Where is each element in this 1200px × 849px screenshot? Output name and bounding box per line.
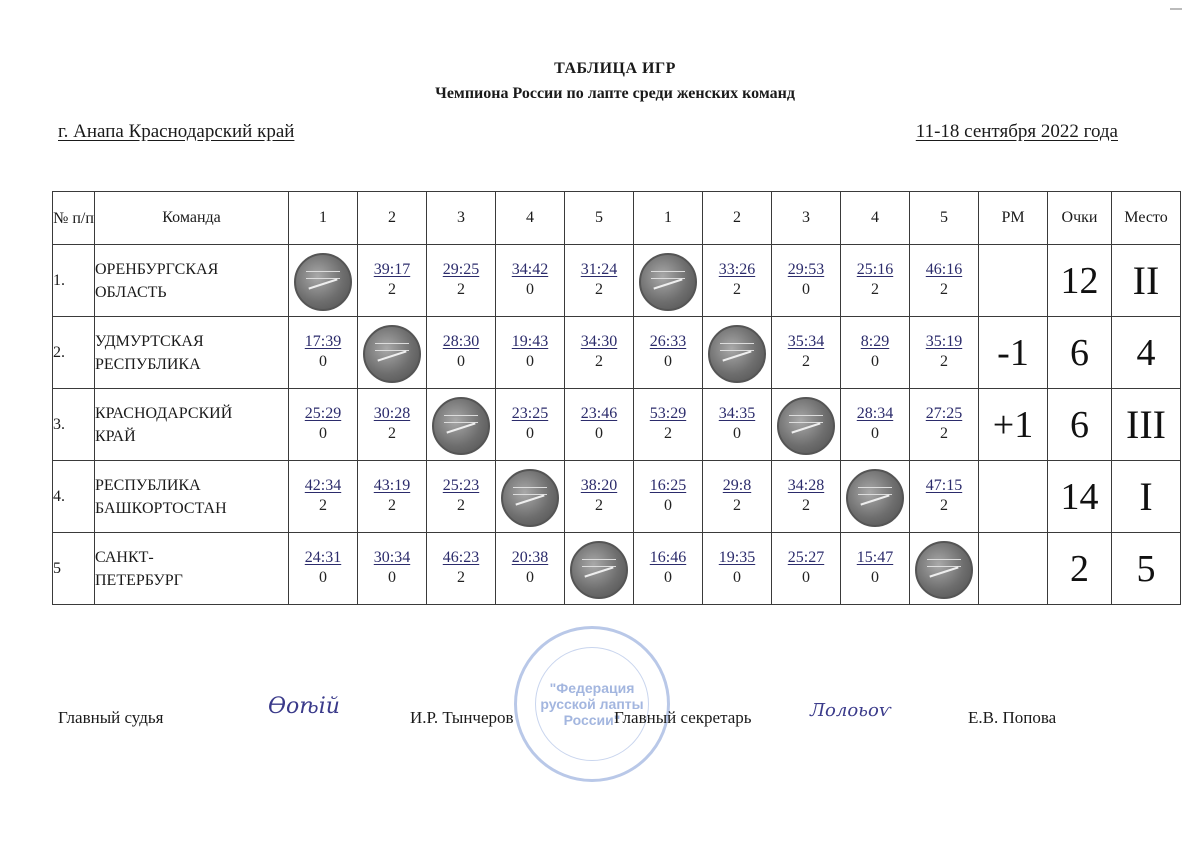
match-points: 0 [871,568,879,586]
score-cell [496,245,565,317]
team-name [95,389,289,461]
score-cell [427,533,496,605]
match-score: 28:30 [442,332,480,350]
match-points: 2 [871,280,879,298]
games-table [52,191,1181,605]
document-subtitle: Чемпиона России по лапте среди женских команд [435,85,795,102]
header-round: 5 [910,192,979,245]
scan-mark [1170,8,1182,10]
secretary-signature: Лолоьоѵ [810,700,891,721]
team-name [95,317,289,389]
russian-lapta-seal-icon [363,325,421,383]
table-row [53,245,1181,317]
match-score: 30:34 [373,548,411,566]
secretary-label: Главный секретарь [614,708,752,727]
final-place: 4 [1112,317,1181,389]
score-cell [634,389,703,461]
russian-lapta-seal-icon [294,253,352,311]
score-cell [358,533,427,605]
team-name [95,245,289,317]
match-points: 0 [802,280,810,298]
judge-signature: Ѳоѣій [268,694,340,719]
match-points: 2 [733,280,741,298]
score-cell [427,245,496,317]
score-cell [910,389,979,461]
team-name-line1: КРАСНОДАРСКИЙ [95,404,233,422]
team-name-line2: ОБЛАСТЬ [95,283,167,301]
header-number: № п/п [53,192,95,245]
match-score: 34:35 [718,404,756,422]
header-row [53,192,1181,245]
total-points: 6 [1048,389,1112,461]
judge-label: Главный судья [58,708,164,727]
match-score: 30:28 [373,404,411,422]
score-cell [634,533,703,605]
score-cell [289,317,358,389]
match-score: 35:19 [925,332,963,350]
total-points: 6 [1048,317,1112,389]
russian-lapta-seal-icon [570,541,628,599]
rm-value [979,245,1048,317]
header-round: 3 [772,192,841,245]
self-match-cell [634,245,703,317]
match-points: 2 [940,496,948,514]
score-cell [565,461,634,533]
match-points: 2 [664,424,672,442]
team-name-line2: БАШКОРТОСТАН [95,499,227,517]
russian-lapta-seal-icon [432,397,490,455]
russian-lapta-seal-icon [846,469,904,527]
self-match-cell [703,317,772,389]
match-score: 8:29 [860,332,890,350]
header-points: Очки [1048,192,1112,245]
score-cell [703,389,772,461]
match-score: 25:23 [442,476,480,494]
rm-value [979,461,1048,533]
self-match-cell [496,461,565,533]
venue-city: г. Анапа Краснодарский край [58,121,295,142]
team-name [95,533,289,605]
score-cell [910,245,979,317]
match-points: 0 [526,352,534,370]
self-match-cell [841,461,910,533]
score-cell [289,533,358,605]
match-points: 0 [802,568,810,586]
score-cell [565,245,634,317]
match-points: 0 [526,568,534,586]
score-cell [772,533,841,605]
russian-lapta-seal-icon [777,397,835,455]
match-score: 24:31 [304,548,342,566]
self-match-cell [772,389,841,461]
match-points: 2 [388,280,396,298]
score-cell [358,389,427,461]
final-place: II [1112,245,1181,317]
match-points: 0 [871,352,879,370]
match-points: 2 [802,352,810,370]
match-points: 2 [388,424,396,442]
header-round: 4 [841,192,910,245]
federation-stamp [514,626,670,782]
self-match-cell [910,533,979,605]
team-name-line2: ПЕТЕРБУРГ [95,571,183,589]
judge-name: И.Р. Тынчеров [410,708,514,727]
rm-value: -1 [979,317,1048,389]
match-points: 2 [319,496,327,514]
match-score: 19:35 [718,548,756,566]
header-round: 1 [289,192,358,245]
score-cell [772,461,841,533]
match-points: 0 [319,424,327,442]
match-score: 29:8 [722,476,752,494]
score-cell [427,461,496,533]
header-place: Место [1112,192,1181,245]
score-cell [496,317,565,389]
document-title: ТАБЛИЦА ИГР [554,60,676,77]
match-score: 17:39 [304,332,342,350]
score-cell [703,533,772,605]
score-cell [841,533,910,605]
match-score: 28:34 [856,404,894,422]
score-cell [289,389,358,461]
score-cell [841,245,910,317]
rm-value: +1 [979,389,1048,461]
russian-lapta-seal-icon [708,325,766,383]
row-number: 2. [53,317,95,389]
stamp-text: "Федерация русской лапты России" [535,647,649,761]
match-points: 2 [388,496,396,514]
match-points: 0 [388,568,396,586]
header-round: 3 [427,192,496,245]
match-score: 15:47 [856,548,894,566]
match-points: 2 [595,496,603,514]
match-score: 20:38 [511,548,549,566]
match-score: 46:16 [925,260,963,278]
match-points: 2 [940,280,948,298]
match-score: 38:20 [580,476,618,494]
total-points: 2 [1048,533,1112,605]
match-points: 0 [319,352,327,370]
table-row [53,389,1181,461]
team-name-line2: КРАЙ [95,427,136,445]
header-rm: РМ [979,192,1048,245]
score-cell [289,461,358,533]
match-points: 2 [940,424,948,442]
match-points: 0 [457,352,465,370]
match-score: 25:16 [856,260,894,278]
match-score: 16:25 [649,476,687,494]
score-cell [703,461,772,533]
row-number: 4. [53,461,95,533]
score-cell [634,317,703,389]
team-name-line2: РЕСПУБЛИКА [95,355,201,373]
match-score: 34:28 [787,476,825,494]
match-points: 2 [457,496,465,514]
score-cell [427,317,496,389]
score-cell [841,389,910,461]
self-match-cell [358,317,427,389]
score-cell [772,317,841,389]
match-points: 2 [940,352,948,370]
team-name-line1: ОРЕНБУРГСКАЯ [95,260,219,278]
russian-lapta-seal-icon [639,253,697,311]
score-cell [358,245,427,317]
match-points: 0 [664,352,672,370]
match-points: 0 [595,424,603,442]
match-score: 53:29 [649,404,687,422]
score-cell [496,389,565,461]
match-points: 0 [733,568,741,586]
self-match-cell [565,533,634,605]
rm-value [979,533,1048,605]
match-score: 34:42 [511,260,549,278]
match-points: 2 [733,496,741,514]
match-points: 0 [733,424,741,442]
match-points: 2 [457,568,465,586]
team-name-line1: УДМУРТСКАЯ [95,332,204,350]
match-score: 27:25 [925,404,963,422]
final-place: I [1112,461,1181,533]
match-score: 34:30 [580,332,618,350]
score-cell [496,533,565,605]
match-points: 2 [457,280,465,298]
total-points: 12 [1048,245,1112,317]
team-name-line1: РЕСПУБЛИКА [95,476,201,494]
match-points: 0 [664,496,672,514]
score-cell [565,389,634,461]
match-points: 0 [526,424,534,442]
match-score: 25:27 [787,548,825,566]
row-number: 5 [53,533,95,605]
match-points: 2 [595,280,603,298]
final-place: 5 [1112,533,1181,605]
match-score: 42:34 [304,476,342,494]
match-points: 0 [871,424,879,442]
self-match-cell [427,389,496,461]
header-round: 1 [634,192,703,245]
header-team: Команда [95,192,289,245]
match-score: 16:46 [649,548,687,566]
match-score: 47:15 [925,476,963,494]
score-cell [703,245,772,317]
team-name [95,461,289,533]
match-score: 23:46 [580,404,618,422]
score-cell [358,461,427,533]
match-score: 43:19 [373,476,411,494]
match-score: 39:17 [373,260,411,278]
score-cell [772,245,841,317]
match-score: 31:24 [580,260,618,278]
match-score: 29:53 [787,260,825,278]
games-body [53,245,1181,605]
row-number: 1. [53,245,95,317]
secretary-name: Е.В. Попова [968,708,1057,727]
score-cell [841,317,910,389]
russian-lapta-seal-icon [501,469,559,527]
match-points: 0 [319,568,327,586]
match-points: 0 [664,568,672,586]
row-number: 3. [53,389,95,461]
match-score: 26:33 [649,332,687,350]
final-place: III [1112,389,1181,461]
match-points: 2 [595,352,603,370]
russian-lapta-seal-icon [915,541,973,599]
event-dates: 11-18 сентября 2022 года [915,121,1118,142]
header-round: 2 [358,192,427,245]
table-row [53,461,1181,533]
header-round: 5 [565,192,634,245]
team-name-line1: САНКТ- [95,548,154,566]
match-points: 0 [526,280,534,298]
header-round: 4 [496,192,565,245]
match-score: 46:23 [442,548,480,566]
table-row [53,317,1181,389]
match-score: 29:25 [442,260,480,278]
score-cell [910,461,979,533]
total-points: 14 [1048,461,1112,533]
match-score: 19:43 [511,332,549,350]
match-score: 23:25 [511,404,549,422]
table-row [53,533,1181,605]
header-round: 2 [703,192,772,245]
score-cell [565,317,634,389]
match-score: 33:26 [718,260,756,278]
score-cell [634,461,703,533]
match-score: 35:34 [787,332,825,350]
match-score: 25:29 [304,404,342,422]
self-match-cell [289,245,358,317]
match-points: 2 [802,496,810,514]
score-cell [910,317,979,389]
